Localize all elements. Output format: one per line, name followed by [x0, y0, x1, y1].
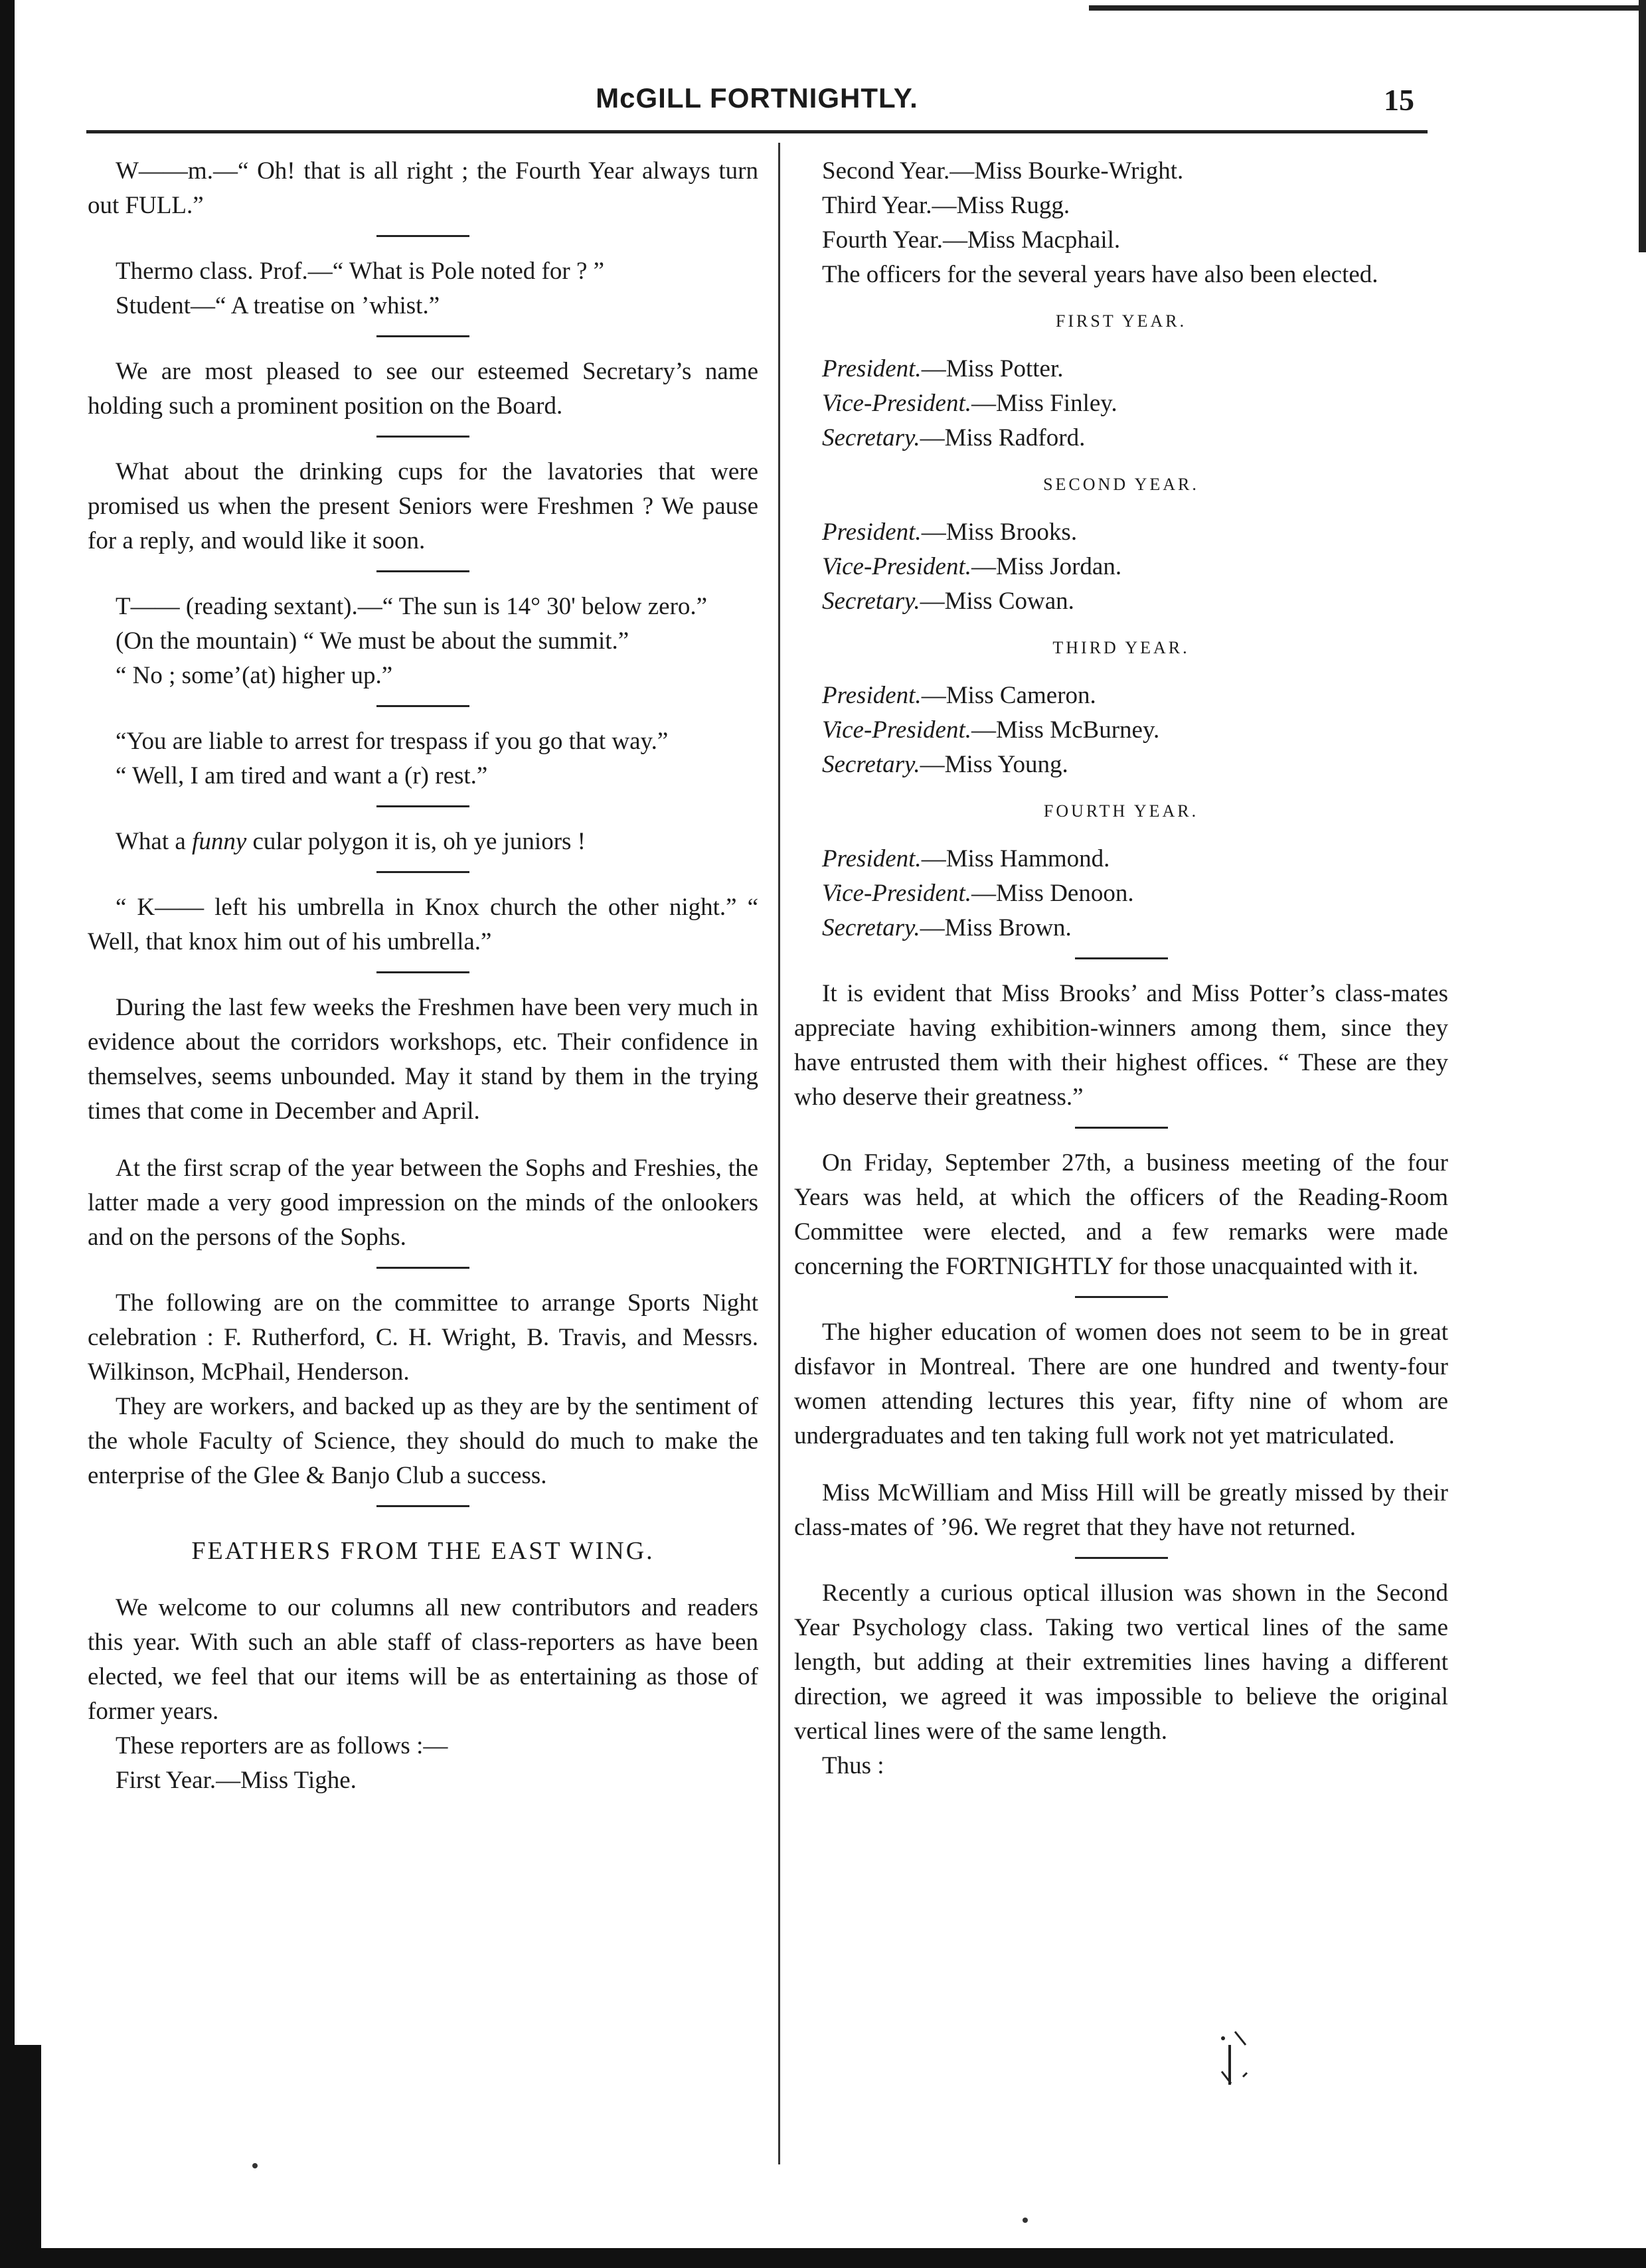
officer-title: Secretary. — [822, 424, 920, 451]
paragraph: We welcome to our columns all new contributors and readers this year. With such an able staff of class-reporters as have been elected, we feel that our items will be as entertaining as those of former years. — [88, 1594, 758, 1725]
separator-rule — [376, 871, 469, 873]
page-number: 15 — [1384, 83, 1414, 117]
officer-line — [794, 842, 1448, 876]
paragraph: Miss McWilliam and Miss Hill will be greatly missed by their class-mates of ’96. We regret that they have not returned. — [794, 1479, 1448, 1541]
header-rule — [86, 130, 1428, 133]
officer-title: Vice-President. — [822, 716, 971, 744]
paragraph: The officers for the several years have also been elected. — [822, 261, 1378, 288]
reporter-line: Second Year.—Miss Bourke-Wright. — [822, 157, 1184, 185]
year-heading: FIRST YEAR. — [1055, 311, 1187, 331]
separator-rule — [376, 705, 469, 707]
text-run: What a — [116, 828, 193, 855]
officer-name: —Miss Cowan. — [920, 588, 1074, 615]
officer-line — [794, 584, 1448, 619]
paragraph: T—— (reading sextant).—“ The sun is 14° 30' below zero.” — [116, 593, 708, 620]
separator-rule — [376, 570, 469, 572]
separator-rule — [1075, 957, 1168, 959]
officer-name: —Miss Finley. — [971, 390, 1117, 417]
paragraph: The following are on the committee to arrange Sports Night celebration : F. Rutherford, C. H. Wright, B. Travis, and Messrs. Wilkinson, McPhail, Henderson. — [88, 1289, 758, 1386]
year-heading: THIRD YEAR. — [1052, 638, 1190, 657]
officer-name: —Miss Hammond. — [921, 845, 1110, 872]
paragraph: Thus : — [822, 1752, 884, 1779]
separator-rule — [376, 436, 469, 438]
paragraph: What about the drinking cups for the lavatories that were promised us when the present Seniors were Freshmen ? We pause for a reply, and would like it soon. — [88, 458, 758, 554]
officer-name: —Miss Jordan. — [971, 553, 1122, 580]
officer-name: —Miss McBurney. — [971, 716, 1160, 744]
officers-second-year — [794, 467, 1448, 619]
officer-title: President. — [822, 845, 922, 872]
scan-edge-left-corner — [15, 2045, 41, 2268]
year-heading: FOURTH YEAR. — [1043, 801, 1199, 821]
officers-third-year — [794, 631, 1448, 782]
section-heading: FEATHERS FROM THE EAST WING. — [191, 1537, 655, 1565]
paragraph: The higher education of women does not seem to be in great disfavor in Montreal. There are one hundred and twenty-four women attending lectures this year, fifty nine of whom are undergraduates and ten taking full work not yet matriculated. — [794, 1319, 1448, 1449]
separator-rule — [376, 335, 469, 337]
separator-rule — [376, 805, 469, 807]
officer-name: —Miss Radford. — [920, 424, 1086, 451]
scan-edge-bottom — [0, 2248, 1646, 2268]
column-rule — [778, 143, 780, 2164]
officer-line — [794, 911, 1448, 945]
officer-name: —Miss Young. — [920, 751, 1068, 778]
separator-rule — [376, 235, 469, 237]
optical-illusion-figure — [1182, 2018, 1275, 2111]
paragraph: “ Well, I am tired and want a (r) rest.” — [116, 762, 488, 789]
officer-line — [794, 550, 1448, 584]
paragraph: On Friday, September 27th, a business meeting of the four Years was held, at which the officers of the Reading-Room Committee were elected, and a few remarks were made concerning the FORTNIGHTLY for those unacquainted with it. — [794, 1149, 1448, 1280]
illusion-dot — [1221, 2036, 1225, 2040]
officers-fourth-year — [794, 794, 1448, 945]
officer-line — [794, 713, 1448, 748]
paragraph: “ K—— left his umbrella in Knox church the other night.” “ Well, that knox him out of his umbrella.” — [88, 894, 758, 955]
officer-line — [794, 386, 1448, 421]
officer-line — [794, 748, 1448, 782]
reporter-line: Third Year.—Miss Rugg. — [822, 192, 1070, 219]
officer-line — [794, 876, 1448, 911]
reporter-line: Fourth Year.—Miss Macphail. — [822, 226, 1121, 254]
running-title: McGILL FORTNIGHTLY. — [596, 82, 918, 114]
officers-first-year — [794, 304, 1448, 455]
separator-rule — [1075, 1296, 1168, 1298]
officer-name: —Miss Brown. — [920, 914, 1072, 941]
officer-title: Vice-President. — [822, 553, 971, 580]
left-column — [88, 154, 758, 1798]
officer-name: —Miss Brooks. — [921, 519, 1078, 546]
paragraph: Student—“ A treatise on ’whist.” — [116, 292, 440, 319]
paragraph: Thermo class. Prof.—“ What is Pole noted for ? ” — [116, 258, 605, 285]
officer-title: Secretary. — [822, 914, 920, 941]
separator-rule — [376, 971, 469, 973]
paragraph: It is evident that Miss Brooks’ and Miss Potter’s class-mates appreciate having exhibition-winners among them, since they have entrusted them with their highest offices. “ These are they who deserve their greatness.” — [794, 980, 1448, 1111]
officer-title: Secretary. — [822, 588, 920, 615]
illusion-diagonal-stroke — [1235, 2032, 1246, 2045]
paragraph: During the last few weeks the Freshmen have been very much in evidence about the corridors workshops, etc. Their confidence in themselves, seems unbounded. May it stand by them in the trying times that come in December and April. — [88, 994, 758, 1125]
paragraph: At the first scrap of the year between the Sophs and Freshies, the latter made a very good impression on the minds of the onlookers and on the persons of the Sophs. — [88, 1155, 758, 1251]
scan-speck — [252, 2163, 258, 2168]
officer-line — [794, 352, 1448, 386]
officer-title: President. — [822, 519, 922, 546]
spacer — [794, 1453, 1448, 1476]
scan-speck — [1023, 2218, 1028, 2223]
officer-name: —Miss Denoon. — [971, 880, 1134, 907]
illusion-diagonal-stroke — [1243, 2073, 1247, 2077]
officer-title: Vice-President. — [822, 390, 971, 417]
officer-line — [794, 679, 1448, 713]
scan-edge-top — [1089, 5, 1646, 11]
separator-rule — [1075, 1557, 1168, 1559]
separator-rule — [376, 1505, 469, 1507]
paragraph: “ No ; some’(at) higher up.” — [116, 662, 393, 689]
paragraph — [88, 825, 758, 859]
scan-edge-left — [0, 0, 15, 2268]
paragraph: (On the mountain) “ We must be about the summit.” — [116, 627, 629, 655]
separator-rule — [1075, 1127, 1168, 1129]
paragraph: Recently a curious optical illusion was shown in the Second Year Psychology class. Taking two vertical lines of the same length, but adding at their extremities lines having a different direction, we agreed it was impossible to believe the original vertical lines were of the same length. — [794, 1580, 1448, 1745]
paragraph: We are most pleased to see our esteemed Secretary’s name holding such a prominent position on the Board. — [88, 358, 758, 420]
officer-title: Secretary. — [822, 751, 920, 778]
paragraph: “You are liable to arrest for trespass if you go that way.” — [116, 728, 669, 755]
officer-title: President. — [822, 682, 922, 709]
right-column — [794, 154, 1448, 1783]
paragraph: They are workers, and backed up as they are by the sentiment of the whole Faculty of Science, they should do much to make the enterprise of the Glee & Banjo Club a success. — [88, 1393, 758, 1489]
officer-line — [794, 515, 1448, 550]
officer-title: President. — [822, 355, 922, 382]
text-run: cular polygon it is, oh ye juniors ! — [246, 828, 586, 855]
paragraph: First Year.—Miss Tighe. — [116, 1767, 357, 1794]
paragraph: W——m.—“ Oh! that is all right ; the Fourth Year always turn out FULL.” — [88, 157, 758, 219]
officer-line — [794, 421, 1448, 455]
paragraph: These reporters are as follows :— — [116, 1732, 448, 1759]
year-heading: SECOND YEAR. — [1043, 475, 1199, 494]
italic-run: funny — [192, 828, 247, 855]
separator-rule — [376, 1267, 469, 1269]
officer-name: —Miss Potter. — [921, 355, 1064, 382]
officer-name: —Miss Cameron. — [921, 682, 1096, 709]
officer-title: Vice-President. — [822, 880, 971, 907]
scan-edge-right — [1639, 0, 1646, 252]
spacer — [88, 1129, 758, 1151]
